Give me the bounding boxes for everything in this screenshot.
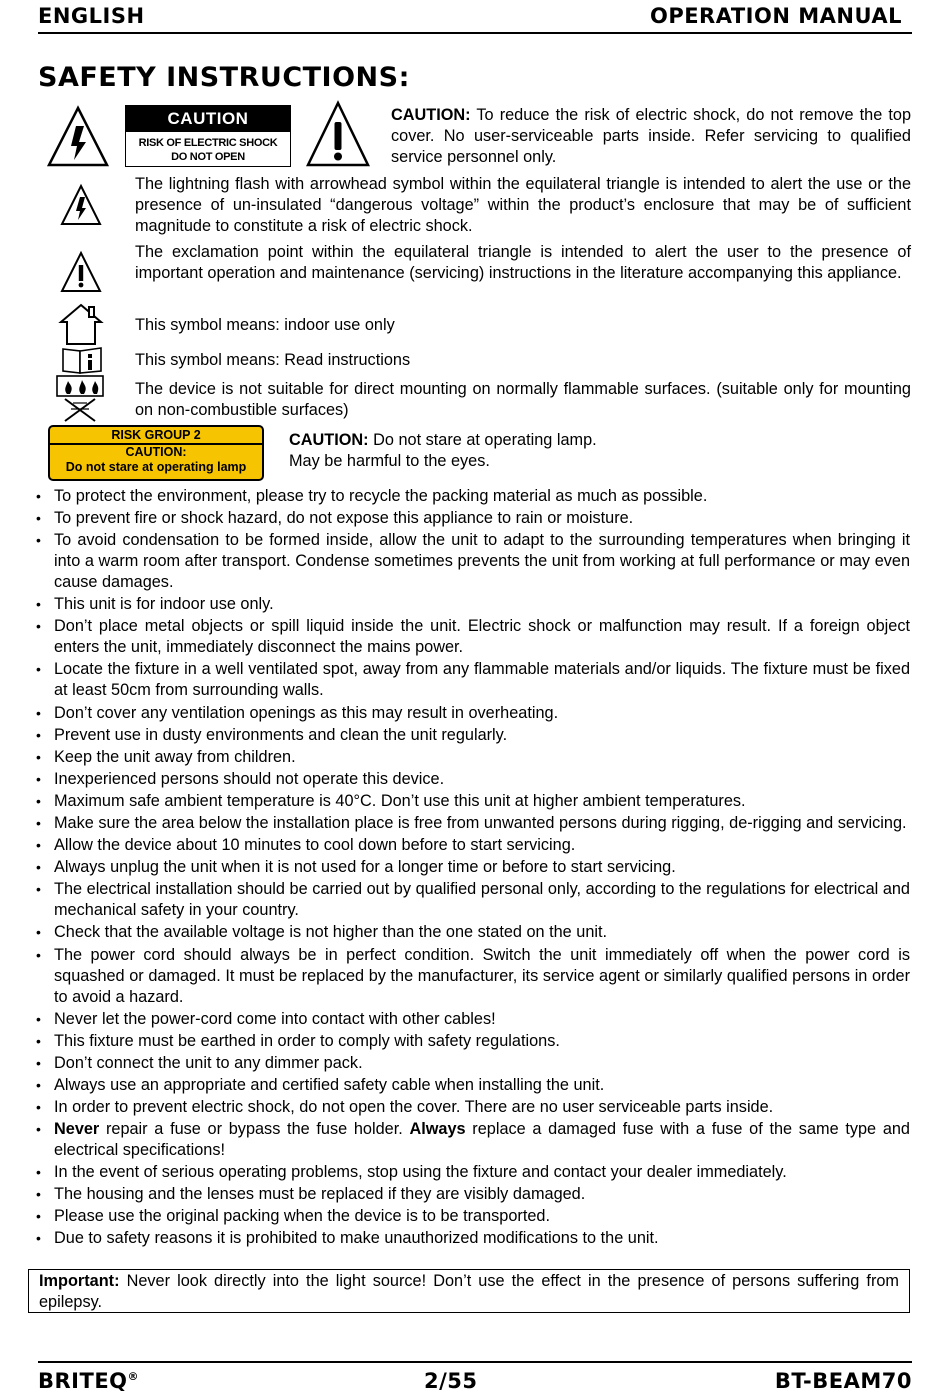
risk-caution-line2: May be harmful to the eyes. [289, 452, 490, 470]
caution-label [125, 105, 291, 167]
risk-group-label [48, 425, 264, 481]
list-item: • This fixture must be earthed in order to comply with safety regulations. [36, 1031, 910, 1052]
lightning-triangle-icon [59, 183, 103, 227]
lightning-triangle-icon [46, 104, 110, 168]
list-item-fuse [36, 1119, 910, 1161]
list-item: • Allow the device about 10 minutes to cool down before to start servicing. [36, 835, 910, 856]
list-item: • Due to safety reasons it is prohibited to make unauthorized modifications to the unit. [36, 1228, 910, 1249]
risk-group-title: RISK GROUP 2 [50, 427, 262, 445]
risk-caution-lead: CAUTION: [289, 431, 369, 449]
read-instructions-icon [60, 345, 104, 375]
no-flammable-surface-icon [55, 373, 105, 423]
list-item: • Please use the original packing when the device is to be transported. [36, 1206, 910, 1227]
risk-caution-text [289, 430, 889, 472]
header-doc-type: OPERATION MANUAL [649, 4, 902, 28]
list-item: • Maximum safe ambient temperature is 40°C. Don’t use this unit at higher ambient temperatures. [36, 791, 910, 812]
list-item: • Always unplug the unit when it is not used for a longer time or before to start servicing. [36, 857, 910, 878]
list-item: • Always use an appropriate and certified safety cable when installing the unit. [36, 1075, 910, 1096]
symbol-text-lightning: The lightning flash with arrowhead symbol within the equilateral triangle is intended to alert the use or the presence of un-insulated “dangerous voltage” within the product’s enclosure that may be of sufficient magnitude to constitute a risk of electric shock. [135, 175, 911, 235]
list-item: • Prevent use in dusty environments and clean the unit regularly. [36, 725, 910, 746]
list-item: • Locate the fixture in a well ventilated spot, away from any flammable materials and/or liquids. The fixture must be fixed at least 50cm from surrounding walls. [36, 659, 910, 701]
list-item: • The power cord should always be in perfect condition. Switch the unit immediately off when the power cord is squashed or damaged. It must be replaced by the manufacturer, its service agent or similarly qualified persons in order to avoid a hazard. [36, 945, 910, 1008]
footer-model: BT-BEAM70 [774, 1369, 912, 1393]
risk-group-caution: CAUTION: [125, 445, 187, 459]
footer-brand [38, 1369, 139, 1393]
risk-caution-line1: Do not stare at operating lamp. [368, 431, 597, 449]
list-item: • Make sure the area below the installation place is free from unwanted persons during rigging, de-rigging and servicing. [36, 813, 910, 834]
list-item: • To protect the environment, please try to recycle the packing material as much as possible. [36, 486, 910, 507]
house-icon [58, 302, 104, 346]
important-notice [28, 1269, 910, 1313]
list-item: • To prevent fire or shock hazard, do not expose this appliance to rain or moisture. [36, 508, 910, 529]
page-footer [38, 1361, 912, 1397]
caution-statement [391, 105, 911, 168]
list-item: • Inexperienced persons should not operate this device. [36, 769, 910, 790]
header-language: ENGLISH [38, 4, 145, 28]
list-item: • This unit is for indoor use only. [36, 594, 910, 615]
list-item: • Check that the available voltage is not higher than the one stated on the unit. [36, 922, 910, 943]
caution-label-title: CAUTION [126, 106, 290, 132]
symbol-text-house: This symbol means: indoor use only [135, 316, 395, 334]
list-item: • Don’t cover any ventilation openings as this may result in overheating. [36, 703, 910, 724]
caution-statement-text: To reduce the risk of electric shock, do not remove the top cover. No user-serviceable parts inside. Refer servicing to qualified service personnel only. [391, 106, 911, 166]
list-item: • The housing and the lenses must be replaced if they are visibly damaged. [36, 1184, 910, 1205]
fuse-always: Always [409, 1120, 466, 1139]
list-item: • In order to prevent electric shock, do not open the cover. There are no user serviceable parts inside. [36, 1097, 910, 1118]
exclamation-triangle-icon [59, 250, 103, 294]
important-text: Never look directly into the light source! Don’t use the effect in the presence of persons suffering from epilepsy. [39, 1272, 899, 1311]
caution-label-line2: DO NOT OPEN [171, 151, 245, 163]
safety-bullet-list [36, 486, 910, 1251]
symbol-text-exclamation: The exclamation point within the equilateral triangle is intended to alert the user to the presence of important operation and maintenance (servicing) instructions in the literature accompanying this appliance. [135, 243, 911, 282]
footer-page-number: 2/55 [424, 1369, 478, 1393]
list-item: • Don’t connect the unit to any dimmer pack. [36, 1053, 910, 1074]
important-lead: Important: [39, 1272, 120, 1290]
fuse-end: replace a damaged fuse with a fuse of the same type and electrical specifications! [54, 1120, 910, 1160]
page-header [38, 2, 912, 34]
list-item: • Don’t place metal objects or spill liquid inside the unit. Electric shock or malfunction may result. If a foreign object enters the unit, immediately disconnect the mains power. [36, 616, 910, 658]
risk-group-warning: Do not stare at operating lamp [65, 460, 247, 474]
list-item: • In the event of serious operating problems, stop using the fixture and contact your dealer immediately. [36, 1162, 910, 1183]
list-item: • Keep the unit away from children. [36, 747, 910, 768]
caution-statement-lead: CAUTION: [391, 106, 471, 124]
fuse-mid: repair a fuse or bypass the fuse holder. [99, 1120, 410, 1139]
list-item: • To avoid condensation to be formed inside, allow the unit to adapt to the surrounding temperatures when bringing it into a warm room after transport. Condense sometimes prevents the unit from working at full performance or may even cause damages. [36, 530, 910, 593]
fuse-never: Never [54, 1120, 100, 1139]
list-item: • The electrical installation should be carried out by qualified personal only, according to the regulations for electrical and mechanical safety in your country. [36, 879, 910, 921]
page-title: SAFETY INSTRUCTIONS: [38, 62, 410, 93]
exclamation-triangle-icon [305, 100, 371, 168]
list-item: • Never let the power-cord come into contact with other cables! [36, 1009, 910, 1030]
caution-label-line1: RISK OF ELECTRIC SHOCK [138, 137, 278, 149]
symbol-text-read: This symbol means: Read instructions [135, 351, 411, 369]
symbol-text-flammable: The device is not suitable for direct mounting on normally flammable surfaces. (suitable only for mounting on non-combustible surfaces) [135, 380, 911, 419]
footer-brand-name: BRITEQ [38, 1369, 128, 1393]
footer-registered-mark: ® [127, 1370, 140, 1383]
